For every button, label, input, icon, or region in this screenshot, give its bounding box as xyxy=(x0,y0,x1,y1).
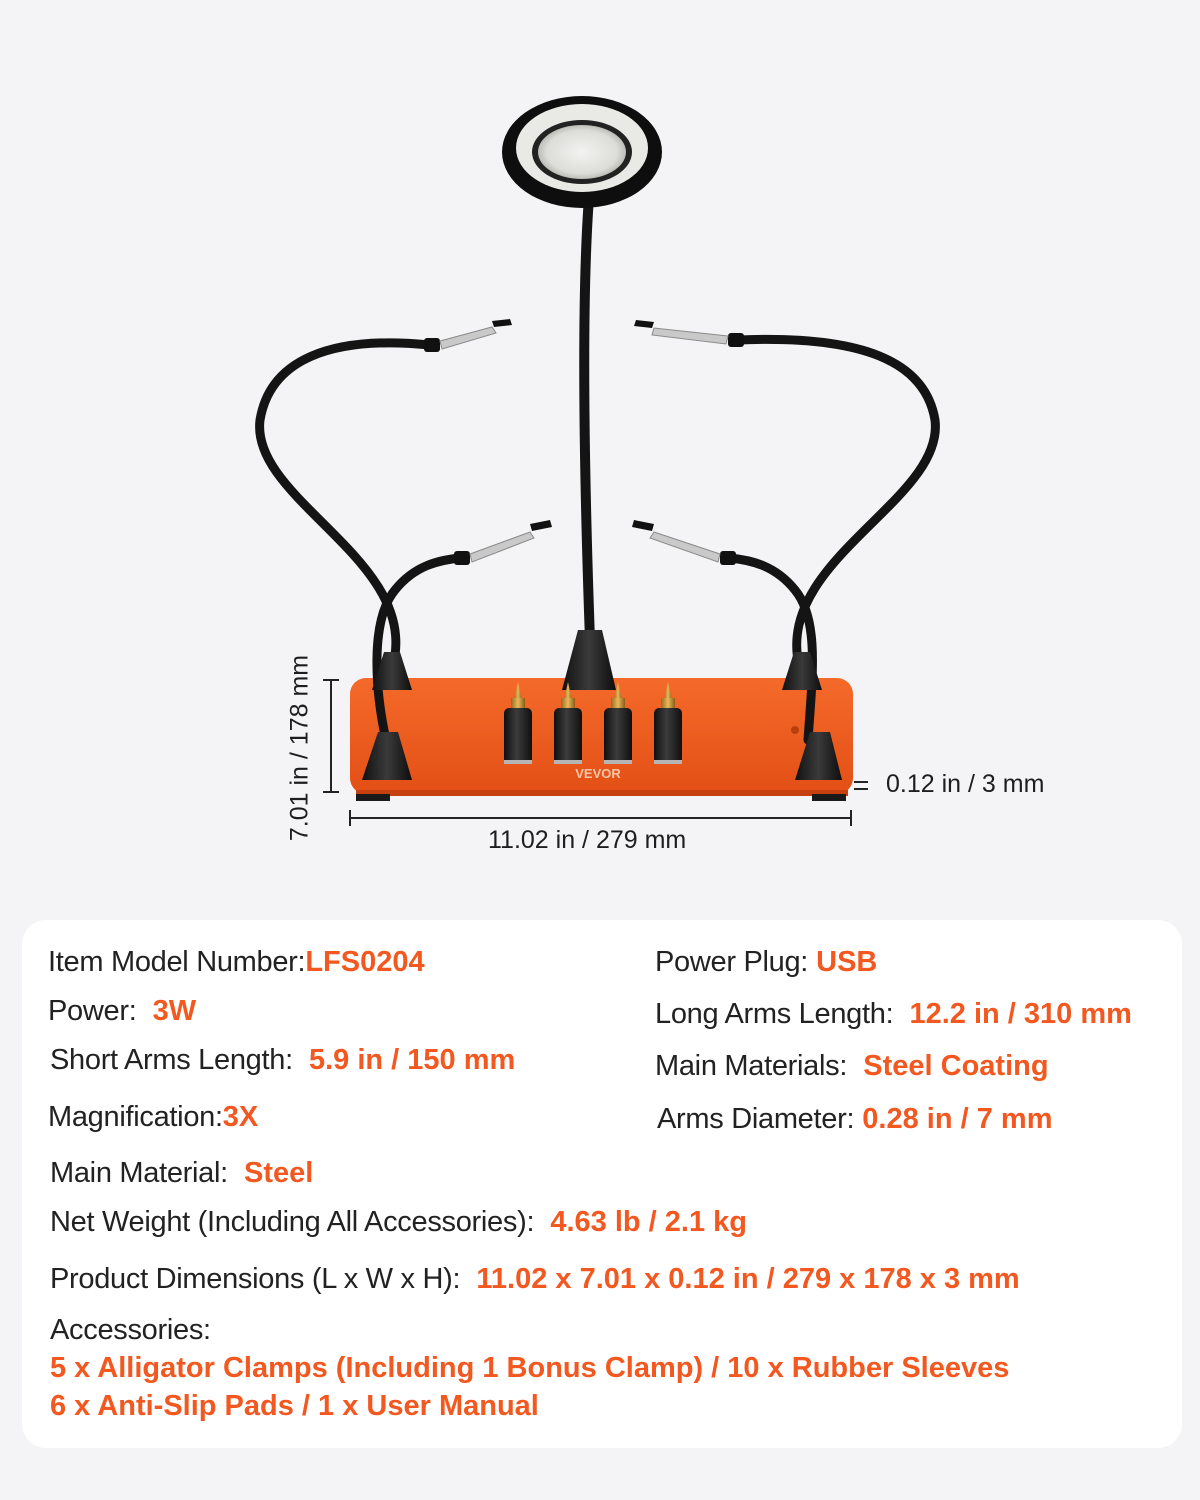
accessories-line-2: 6 x Anti-Slip Pads / 1 x User Manual xyxy=(50,1390,539,1422)
spec-power-plug: Power Plug: USB xyxy=(655,946,878,978)
spec-accessories-label: Accessories: xyxy=(50,1314,211,1346)
spec-power: Power: 3W xyxy=(48,995,197,1027)
spec-short-arms: Short Arms Length: 5.9 in / 150 mm xyxy=(50,1044,516,1076)
height-dimension-label: 7.01 in / 178 mm xyxy=(285,654,314,842)
spec-main-material: Main Material: Steel xyxy=(50,1157,314,1189)
brand-logo: VEVOR xyxy=(575,766,621,781)
base-plate xyxy=(350,678,853,801)
spec-long-arms: Long Arms Length: 12.2 in / 310 mm xyxy=(655,998,1132,1030)
spec-net-weight: Net Weight (Including All Accessories): 4.63 lb / 2.1 kg xyxy=(50,1206,747,1238)
spec-product-dimensions: Product Dimensions (L x W x H): 11.02 x 7.01 x 0.12 in / 279 x 178 x 3 mm xyxy=(50,1263,1020,1295)
spec-main-materials: Main Materials: Steel Coating xyxy=(655,1050,1049,1082)
spec-arms-diameter: Arms Diameter: 0.28 in / 7 mm xyxy=(657,1103,1053,1135)
spec-magnification: Magnification:3X xyxy=(48,1101,259,1133)
spec-model: Item Model Number:LFS0204 xyxy=(48,946,425,978)
accessories-line-1: 5 x Alligator Clamps (Including 1 Bonus Clamp) / 10 x Rubber Sleeves xyxy=(50,1352,1010,1384)
width-dimension-label: 11.02 in / 279 mm xyxy=(488,826,687,854)
magnifier-lamp xyxy=(502,96,662,208)
thickness-dimension-label: 0.12 in / 3 mm xyxy=(886,770,1045,798)
